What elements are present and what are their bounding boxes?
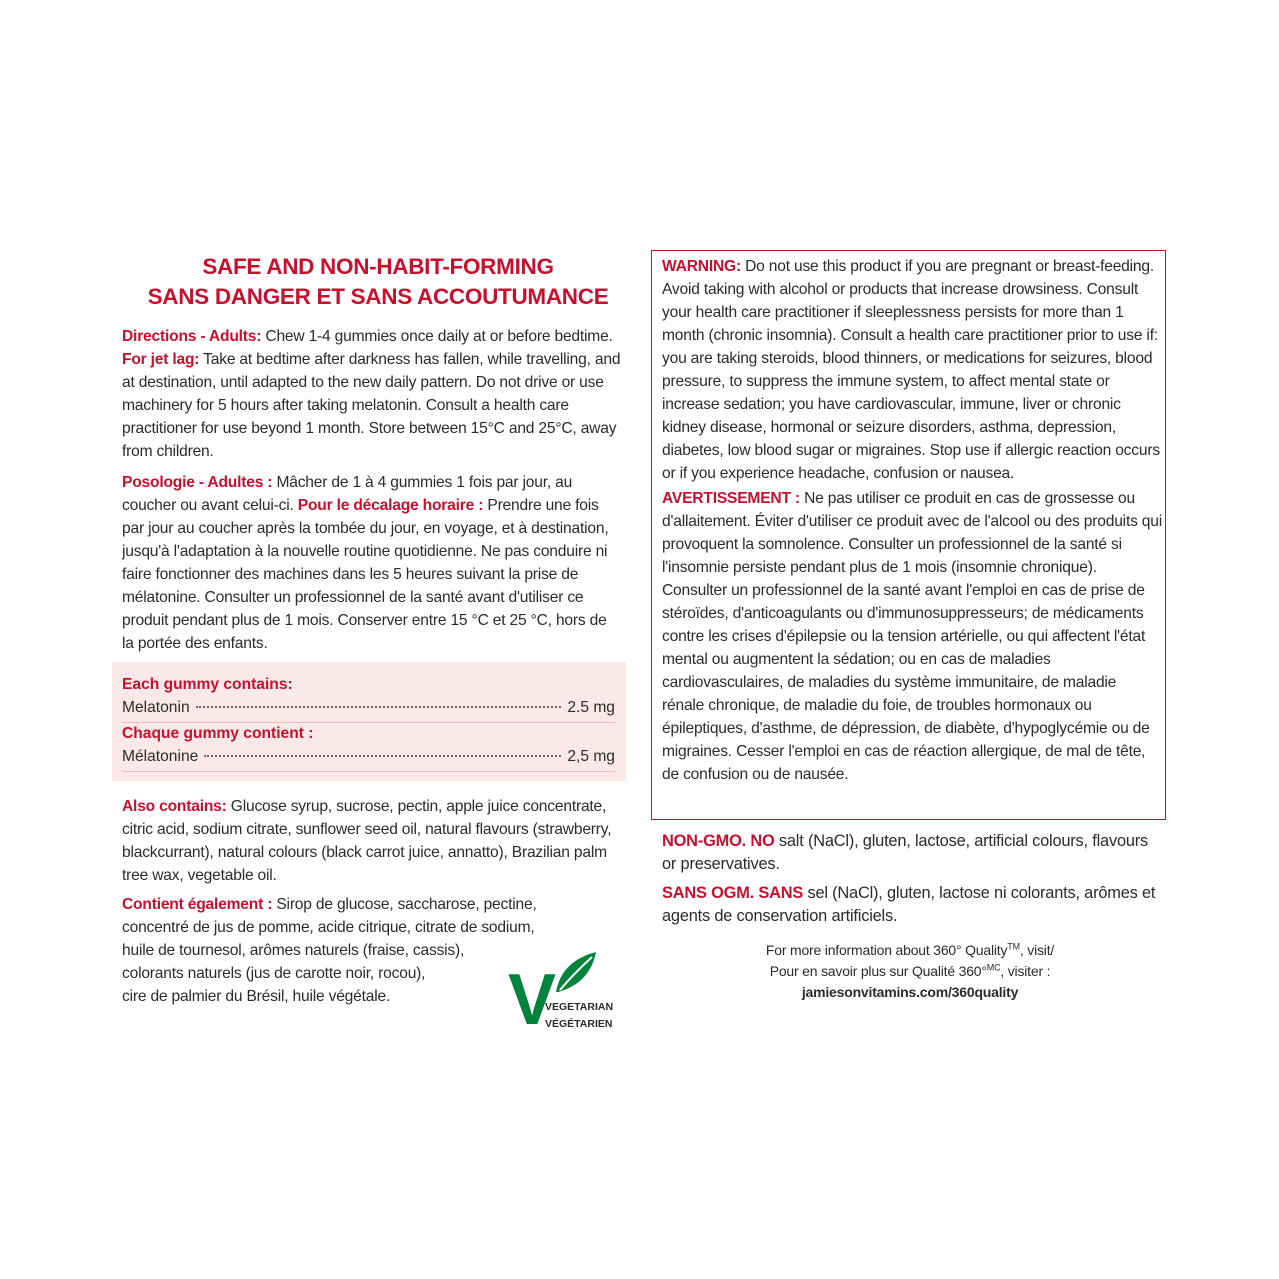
contient-line-4: colorants naturels (jus de carotte noir, rocou), bbox=[122, 965, 426, 982]
v-letter: V bbox=[508, 960, 557, 1034]
warning-label: WARNING: bbox=[662, 258, 741, 275]
directions-label: Directions - Adults: bbox=[122, 328, 262, 345]
nutrition-row-fr bbox=[122, 748, 615, 770]
amount-en: 2.5 mg bbox=[567, 699, 615, 716]
info-line-en: For more information about 360° Quality™, visit/ bbox=[765, 941, 1055, 958]
posologie-paragraph bbox=[122, 471, 622, 655]
website-link[interactable]: jamiesonvitamins.com/360quality bbox=[801, 984, 1019, 1000]
vegetarian-logo bbox=[508, 948, 620, 1034]
vegetarien-label: VÉGÉTARIEN bbox=[545, 1018, 613, 1030]
directions-text-2: Take at bedtime after darkness has fallen, while travelling, and at destination, until adapted to the new daily pattern. Do not drive or use machinery for 5 hours after taking melatonin. Consult a health care practitioner for use beyond 1 month. Store between 15°C and 25°C, away from children. bbox=[122, 351, 621, 460]
warning-paragraph bbox=[662, 255, 1162, 485]
nutrition-panel bbox=[112, 662, 626, 781]
vegetarian-label: VEGETARIAN bbox=[545, 1001, 614, 1013]
avertissement-label: AVERTISSEMENT : bbox=[662, 490, 800, 507]
heading-french: SANS DANGER ET SANS ACCOUTUMANCE bbox=[147, 284, 609, 309]
non-gmo-paragraph bbox=[662, 830, 1162, 876]
contient-line-1: Sirop de glucose, saccharose, pectine, bbox=[272, 896, 537, 913]
directions-column bbox=[122, 325, 622, 655]
page-heading bbox=[112, 252, 644, 312]
warning-column bbox=[662, 255, 1162, 786]
nutrition-row-en bbox=[122, 699, 615, 721]
posologie-text-2: Prendre une fois par jour au coucher après la tombée du jour, en voyage, et à destination, jusqu'à l'adaptation à la nouvelle routine quotidienne. Ne pas conduire ni faire fonctionner des machines dans les 5 heures suivant la prise de mélatonine. Consulter un professionnel de la santé avant d'utiliser ce produit pendant plus de 1 mois. Conserver entre 15 °C et 25 °C, hors de la portée des enfants. bbox=[122, 497, 609, 652]
directions-text-1: Chew 1-4 gummies once daily at or before bedtime. bbox=[261, 328, 613, 345]
more-info-block bbox=[700, 940, 1120, 1003]
contient-line-5: cire de palmier du Brésil, huile végétale. bbox=[122, 988, 391, 1005]
posologie-label: Posologie - Adultes : bbox=[122, 474, 273, 491]
ingredient-fr: Mélatonine bbox=[122, 748, 199, 765]
amount-fr: 2,5 mg bbox=[567, 748, 615, 765]
nutrition-title-fr: Chaque gummy contient : bbox=[122, 725, 314, 742]
nutrition-title-en: Each gummy contains: bbox=[122, 676, 293, 693]
also-contains-text: Glucose syrup, sucrose, pectin, apple juice concentrate, citric acid, sodium citrate, sunflower seed oil, natural flavours (strawberry, blackcurrant), natural colours (black carrot juice, annatto), Brazilian palm tree wax, vegetable oil. bbox=[122, 798, 612, 884]
avertissement-text: Ne pas utiliser ce produit en cas de grossesse ou d'allaitement. Éviter d'utiliser ce produit avec de l'alcool ou des produits qui provoquent la somnolence. Consulter un professionnel de la santé si l'insomnie persiste pendant plus de 1 mois (insomnie chronique). Consulter un professionnel de la santé avant l'emploi en cas de prise de stéroïdes, d'anticoagulants ou d'immunosuppresseurs; de médicaments contre les crises d'épilepsie ou la tension artérielle, ou qui affectent l'état mental ou augmentent la sédation; ou en cas de maladies cardiovasculaires, de maladies du système immunitaire, de maladie rénale chronique, de maladie du foie, de troubles hormonaux ou épileptiques, d'asthme, de dépression, de diabète, d'hypoglycémie ou de migraines. Cesser l'emploi en cas de réaction allergique, de mal de tête, de confusion ou de nausée. bbox=[662, 490, 1163, 783]
contient-line-2: concentré de jus de pomme, acide citrique, citrate de sodium, bbox=[122, 919, 535, 936]
ingredient-en: Melatonin bbox=[122, 699, 190, 716]
contient-paragraph bbox=[122, 893, 562, 1008]
free-from-column bbox=[662, 830, 1162, 928]
nutrition-divider bbox=[122, 722, 615, 723]
trademark-mark-fr: MC bbox=[986, 962, 1001, 973]
posologie-text-1: Mâcher de 1 à 4 gummies 1 fois par jour, au coucher ou avant celui-ci. bbox=[122, 474, 573, 514]
contient-label: Contient également : bbox=[122, 896, 273, 913]
dot-leader bbox=[196, 706, 562, 708]
warning-text: Do not use this product if you are pregnant or breast-feeding. Avoid taking with alcohol or products that increase drowsiness. Consult your health care practitioner if sleeplessness persists for more than 1 month (chronic insomnia). Consult a health care practitioner prior to use if: you are taking steroids, blood thinners, or medications for seizures, blood pressure, to suppress the immune system, to affect mental state or increase sedation; you have cardiovascular, immune, liver or chronic kidney disease, hormonal or seizure disorders, asthma, depression, diabetes, low blood sugar or migraines. Stop use if allergic reaction occurs or if you experience headache, confusion or nausea. bbox=[662, 258, 1160, 482]
jetlag-label: For jet lag: bbox=[122, 351, 200, 368]
dot-leader bbox=[204, 755, 561, 757]
heading-english: SAFE AND NON-HABIT-FORMING bbox=[202, 254, 554, 279]
also-contains-label: Also contains: bbox=[122, 798, 227, 815]
also-contains-paragraph bbox=[122, 795, 627, 887]
sans-ogm-text: sel (NaCl), gluten, lactose ni colorants, arômes et agents de conservation artificiels. bbox=[662, 884, 1156, 925]
non-gmo-text: salt (NaCl), gluten, lactose, artificial colours, flavours or preservatives. bbox=[662, 832, 1149, 873]
info-line-fr: Pour en savoir plus sur Qualité 360°$^{MC}$, visiter : bbox=[769, 962, 1051, 979]
sans-ogm-paragraph bbox=[662, 882, 1162, 928]
non-gmo-label: NON-GMO. NO bbox=[662, 832, 775, 850]
sans-ogm-label: SANS OGM. SANS bbox=[662, 884, 804, 902]
avertissement-paragraph bbox=[662, 487, 1162, 786]
decalage-label: Pour le décalage horaire : bbox=[297, 497, 484, 514]
nutrition-divider bbox=[122, 771, 615, 772]
trademark-mark: TM bbox=[1007, 941, 1020, 952]
contient-line-3: huile de tournesol, arômes naturels (fraise, cassis), bbox=[122, 942, 465, 959]
directions-paragraph bbox=[122, 325, 622, 463]
